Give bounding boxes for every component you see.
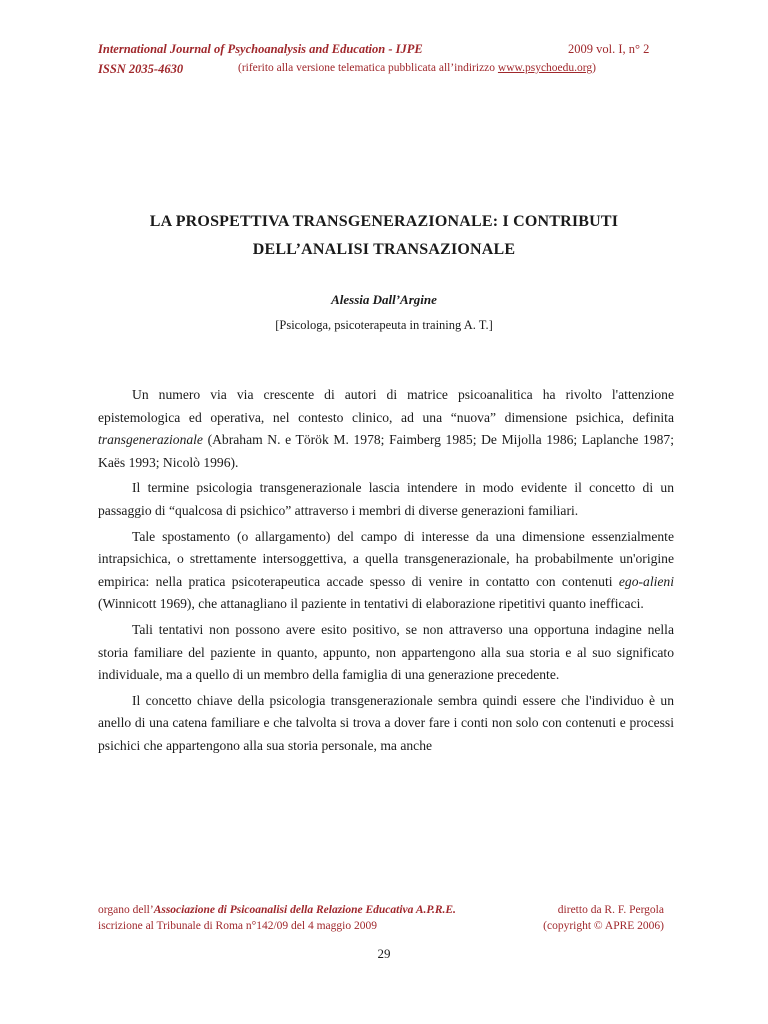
author-name: Alessia Dall’Argine	[331, 292, 437, 307]
paragraph-1-text-a: Un numero via via crescente di autori di matrice psicoanalitica ha rivolto l'attenzione epistemologica ed operativa, nel contesto clinico, ad una “nuova” dimensione psichica, definita	[98, 387, 674, 425]
title-line-1: LA PROSPETTIVA TRANSGENERAZIONALE: I CONTRIBUTI	[149, 213, 619, 230]
journal-name: International Journal of Psychoanalysis and Education - IJPE	[98, 42, 423, 56]
footer-row-2	[98, 920, 670, 936]
footer-organ	[98, 904, 456, 916]
paragraph-3-text-a: Tale spostamento (o allargamento) del campo di interesse da una dimensione essenzialmente intrapsichica, o strettamente intersoggettiva, a quella transgenerazionale, ha probabilmente un'origine empirica: nella pratica psicoterapeutica accade spesso di venire in contatto con contenuti	[98, 528, 674, 589]
footer-row-1	[98, 904, 670, 920]
issn: ISSN 2035-4630	[98, 62, 184, 76]
author-affiliation: [Psicologa, psicoterapeuta in training A. T.]	[275, 318, 493, 332]
note-suffix: )	[592, 62, 596, 74]
running-header-line1	[98, 42, 670, 60]
paragraph-3	[98, 526, 674, 616]
organ-name: Associazione di Psicoanalisi della Relazione Educativa A.P.R.E.	[153, 904, 456, 916]
volume-info: 2009 vol. I, n° 2	[568, 42, 650, 56]
online-version-note	[238, 62, 596, 74]
paragraph-4: Tali tentativi non possono avere esito positivo, se non attraverso una opportuna indagine nella storia familiare del paziente in quanto, appunto, non appartengono alla sua storia e al suo significato individuale, ma a quello di un membro della famiglia di una generazione precedente.	[98, 621, 674, 683]
article-body	[98, 384, 674, 761]
article-title	[98, 208, 670, 264]
paragraph-1	[98, 384, 674, 474]
paragraph-1-text-b: (Abraham N. e Török M. 1978; Faimberg 1985; De Mijolla 1986; Laplanche 1987; Kaës 1993; Nicolò 1996).	[98, 432, 674, 470]
footer-registration: iscrizione al Tribunale di Roma n°142/09 del 4 maggio 2009	[98, 920, 377, 932]
running-header-line2	[98, 62, 670, 80]
journal-url-link[interactable]: www.psychoedu.org	[497, 62, 593, 74]
paragraph-2: Il termine psicologia transgenerazionale lascia intendere in modo evidente il concetto di un passaggio di “qualcosa di psichico” attraverso i membri di diverse generazioni familiari.	[98, 480, 674, 518]
term-transgenerazionale: transgenerazionale	[98, 432, 203, 448]
footer-director: diretto da R. F. Pergola	[557, 904, 664, 916]
paragraph-5: Il concetto chiave della psicologia transgenerazionale sembra quindi essere che l'individuo è un anello di una catena familiare e che talvolta si trova a dover fare i conti non solo con contenuti e processi psichici che appartengono alla sua storia personale, ma anche	[98, 692, 674, 753]
note-prefix: (riferito alla versione telematica pubblicata all’indirizzo	[238, 62, 498, 74]
page-footer	[98, 904, 670, 940]
footer-copyright: (copyright © APRE 2006)	[543, 920, 664, 932]
title-line-2: DELL’ANALISI TRANSAZIONALE	[252, 241, 516, 258]
paragraph-3-text-b: (Winnicott 1969), che attanagliano il paziente in tentativi di elaborazione ripetitivi quanto inefficaci.	[98, 596, 644, 612]
term-ego-alieni: ego-alieni	[618, 573, 674, 589]
page-number: 29	[377, 946, 391, 961]
organ-prefix: organo dell’	[98, 904, 154, 916]
